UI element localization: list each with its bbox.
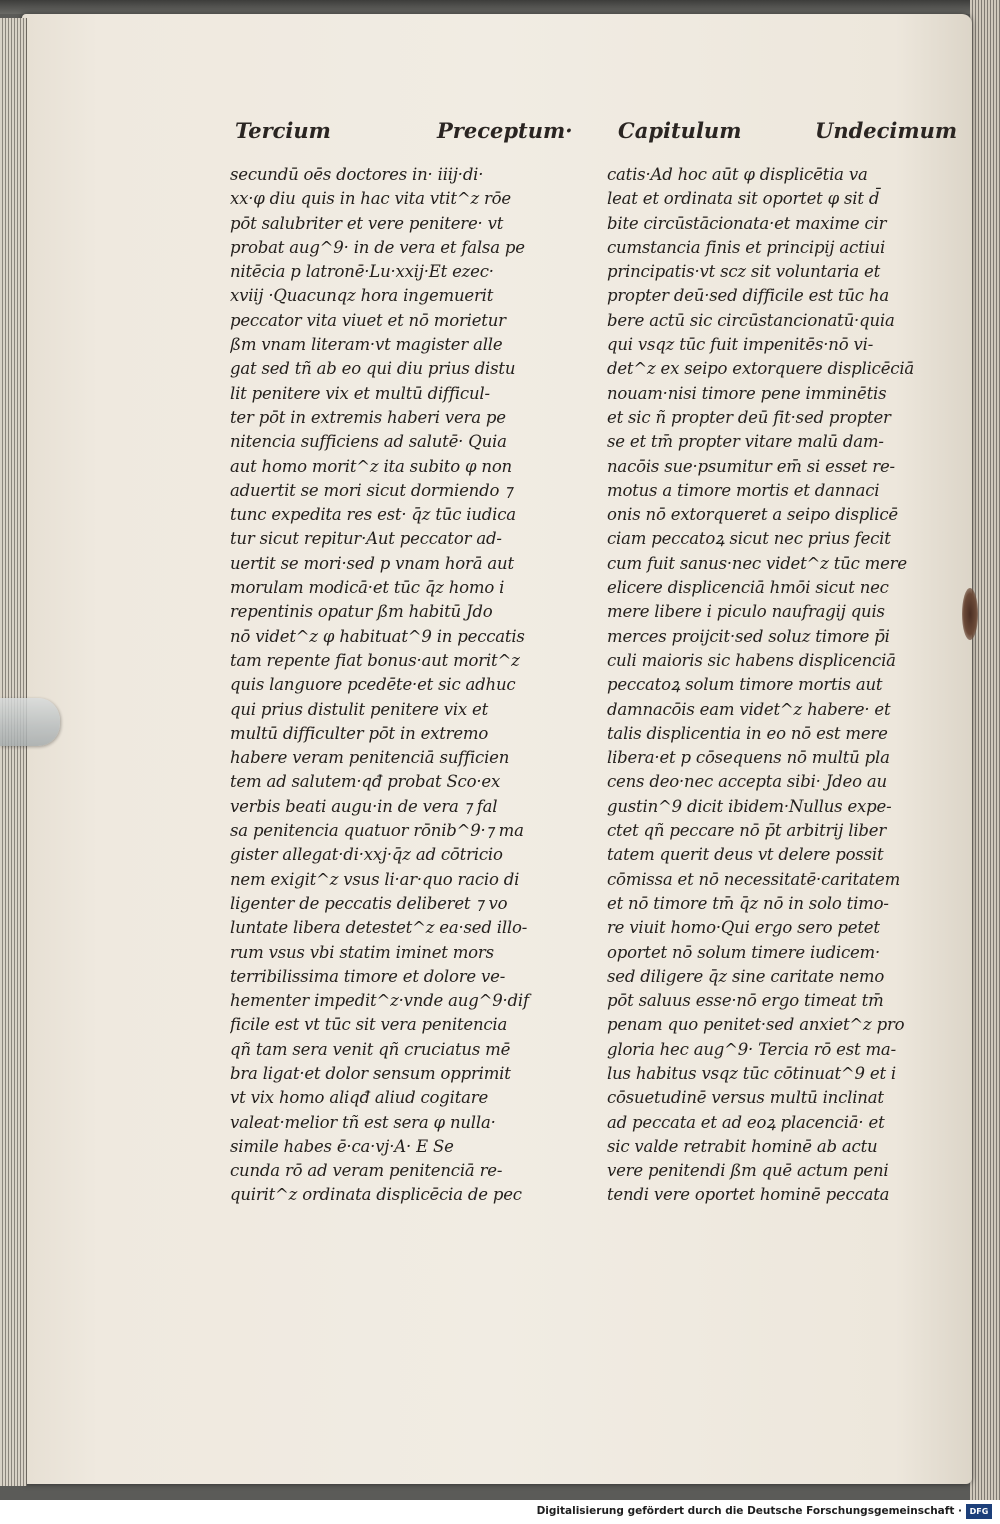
text-line: verbis beati augu·in de vera ⁊ fal <box>230 796 498 816</box>
text-line: principatis·vt scz sit voluntaria et <box>607 262 881 282</box>
text-line: bra ligat·et dolor sensum opprimit <box>230 1063 511 1083</box>
text-line: bite circūstācionata·et maxime cir <box>607 213 887 233</box>
text-line: mere libere i piculo naufragij quis <box>607 602 885 622</box>
text-line: tur sicut repitur·Aut peccator ad- <box>230 529 502 549</box>
text-line: penam quo penitet·sed anxiet^z pro <box>607 1015 905 1035</box>
text-line: valeat·melior tñ est sera φ nulla· <box>230 1112 496 1132</box>
text-line: nitēcia p latronē·Lu·xxij·Et ezec· <box>230 262 494 282</box>
text-line: tatem querit deus vt delere possit <box>607 845 884 865</box>
text-line: ligenter de peccatis deliberet ⁊ vo <box>230 893 508 913</box>
text-line: re viuit homo·Qui ergo sero petet <box>607 918 880 938</box>
text-line: tem ad salutem·qđ probat Sco·ex <box>230 772 501 792</box>
text-line: ter pōt in extremis haberi vera pe <box>230 407 506 427</box>
text-line: cōsuetudinē versus multū inclinat <box>607 1088 884 1108</box>
text-line: cunda rō ad veram penitenciā re- <box>230 1161 503 1181</box>
text-line: ctet qñ peccare nō p̄t arbitrij liber <box>607 821 887 841</box>
text-line: cum fuit sanus·nec videt^z tūc mere <box>607 553 907 573</box>
text-line: et sic ñ propter deū fit·sed propter <box>607 407 891 427</box>
footer-bar <box>0 1500 1000 1524</box>
text-line: merces proijcit·sed soluz timore p̄i <box>607 626 890 646</box>
text-line: propter deū·sed difficile est tūc ha <box>607 286 889 306</box>
text-line: repentinis opatur ßm habitū Jdo <box>230 602 493 622</box>
text-line: et nō timore tm̄ q̄z nō in solo timo- <box>607 893 889 913</box>
text-line: aduertit se mori sicut dormiendo ⁊ <box>230 480 513 500</box>
left-page-stack <box>0 18 27 1486</box>
text-line: quis languore pcedēte·et sic adhuc <box>230 675 516 695</box>
text-line: se et tm̄ propter vitare malū dam- <box>607 432 884 452</box>
text-line: onis nō extorqueret a seipo displicē <box>607 505 898 525</box>
text-line: tunc expedita res est· q̄z tūc iudica <box>230 505 516 525</box>
text-line: hementer impedit^z·vnde aug^9·dif <box>230 991 529 1011</box>
text-line: secundū oēs doctores in· iiij·di· <box>230 165 484 184</box>
text-line: qui prius distulit penitere vix et <box>230 699 489 719</box>
text-line: gloria hec aug^9· Tercia rō est ma- <box>607 1039 896 1059</box>
text-line: peccatoꝝ solum timore mortis aut <box>607 675 883 695</box>
running-head-capitulum: Capitulum <box>618 118 742 143</box>
text-line: ficile est vt tūc sit vera penitencia <box>230 1015 508 1035</box>
text-line: vt vix homo aliqđ aliud cogitare <box>230 1088 489 1108</box>
right-text-column <box>607 163 925 1208</box>
text-line: damnacōis eam videt^z habere· et <box>607 699 891 719</box>
text-line: rum vsus vbi statim iminet mors <box>230 942 494 962</box>
text-line: habere veram penitenciā sufficien <box>230 748 510 768</box>
text-line: simile habes ē·ca·vj·A· E Se <box>230 1136 454 1156</box>
left-text-column <box>230 163 542 1208</box>
text-line: pōt salubriter et vere penitere· vt <box>230 213 504 233</box>
dfg-logo: DFG <box>966 1504 992 1519</box>
text-line: probat aug^9· in de vera et falsa pe <box>230 237 525 257</box>
text-line: tam repente fiat bonus·aut morit^z <box>230 650 520 670</box>
top-shadow <box>0 0 1000 14</box>
text-line: nem exigit^z vsus li·ar·quo racio di <box>230 869 520 889</box>
text-line: terribilissima timore et dolore ve- <box>230 966 506 986</box>
text-line: tendi vere oportet hominē peccata <box>607 1185 890 1205</box>
text-line: leat et ordinata sit oportet φ sit d̄ <box>607 189 880 209</box>
funding-credit: Digitalisierung gefördert durch die Deutsche Forschungsgemeinschaft · <box>536 1505 962 1517</box>
text-line: libera·et p cōsequens nō multū pla <box>607 748 890 768</box>
text-line: motus a timore mortis et dannaci <box>607 480 880 500</box>
text-line: oportet nō solum timere iudicem· <box>607 942 881 962</box>
page-clip <box>0 698 60 746</box>
running-head-undecimum: Undecimum <box>815 118 958 143</box>
text-line: ad peccata et ad eoꝝ placenciā· et <box>607 1112 885 1132</box>
text-line: uertit se mori·sed p vnam horā aut <box>230 553 514 573</box>
text-line: catis·Ad hoc aūt φ displicētia va <box>607 165 868 184</box>
running-head-preceptum: Preceptum· <box>437 118 573 143</box>
text-line: bere actū sic circūstancionatū·quia <box>607 310 895 330</box>
text-line: sic valde retrabit hominē ab actu <box>607 1136 878 1156</box>
text-line: sa penitencia quatuor rōnib^9·⁊ ma <box>230 821 524 841</box>
text-line: gister allegat·di·xxj·q̄z ad cōtricio <box>230 845 503 865</box>
text-line: det^z ex seipo extorquere displicēciā <box>607 359 915 379</box>
text-line: cumstancia finis et principij actiui <box>607 237 886 257</box>
text-line: culi maioris sic habens displicenciā <box>607 650 896 670</box>
text-line: ciam peccatoꝝ sicut nec prius fecit <box>607 529 891 549</box>
text-line: elicere displicenciā hmōi sicut nec <box>607 578 889 598</box>
text-line: morulam modicā·et tūc q̄z homo i <box>230 578 505 598</box>
text-line: nacōis sue·psumitur em̄ si esset re- <box>607 456 895 476</box>
text-line: multū difficulter pōt in extremo <box>230 723 489 743</box>
text-line: xx·φ diu quis in hac vita vtit^z rōe <box>230 189 511 209</box>
text-line: quirit^z ordinata displicēcia de pec <box>230 1185 522 1205</box>
text-line: aut homo morit^z ita subito φ non <box>230 456 512 476</box>
text-line: cens deo·nec accepta sibi· Jdeo au <box>607 772 887 792</box>
text-line: peccator vita viuet et nō morietur <box>230 310 506 330</box>
text-line: ßm vnam literam·vt magister alle <box>230 335 503 355</box>
text-line: pōt saluus esse·nō ergo timeat tm̄ <box>607 991 884 1011</box>
text-line: qñ tam sera venit qñ cruciatus mē <box>230 1039 511 1059</box>
text-line: gustin^9 dicit ibidem·Nullus expe- <box>607 796 892 816</box>
text-line: luntate libera detestet^z ea·sed illo- <box>230 918 528 938</box>
text-line: xviij ·Quacunqz hora ingemuerit <box>230 286 494 306</box>
text-line: lit penitere vix et multū difficul- <box>230 383 490 403</box>
text-line: nouam·nisi timore pene imminētis <box>607 383 887 403</box>
text-line: vere penitendi ßm quē actum peni <box>607 1161 889 1181</box>
running-head-tercium: Tercium <box>235 118 331 143</box>
text-line: nō videt^z φ habituat^9 in peccatis <box>230 626 525 646</box>
text-line: qui vsqz tūc fuit impenitēs·nō vi- <box>607 335 874 355</box>
ink-stain <box>962 588 978 640</box>
text-line: nitencia sufficiens ad salutē· Quia <box>230 432 507 452</box>
text-line: talis displicentia in eo nō est mere <box>607 723 888 743</box>
text-line: gat sed tñ ab eo qui diu prius distu <box>230 359 516 379</box>
text-line: sed diligere q̄z sine caritate nemo <box>607 966 885 986</box>
text-line: cōmissa et nō necessitatē·caritatem <box>607 869 901 889</box>
right-page-stack <box>970 0 1000 1500</box>
text-line: lus habitus vsqz tūc cōtinuat^9 et i <box>607 1063 897 1083</box>
